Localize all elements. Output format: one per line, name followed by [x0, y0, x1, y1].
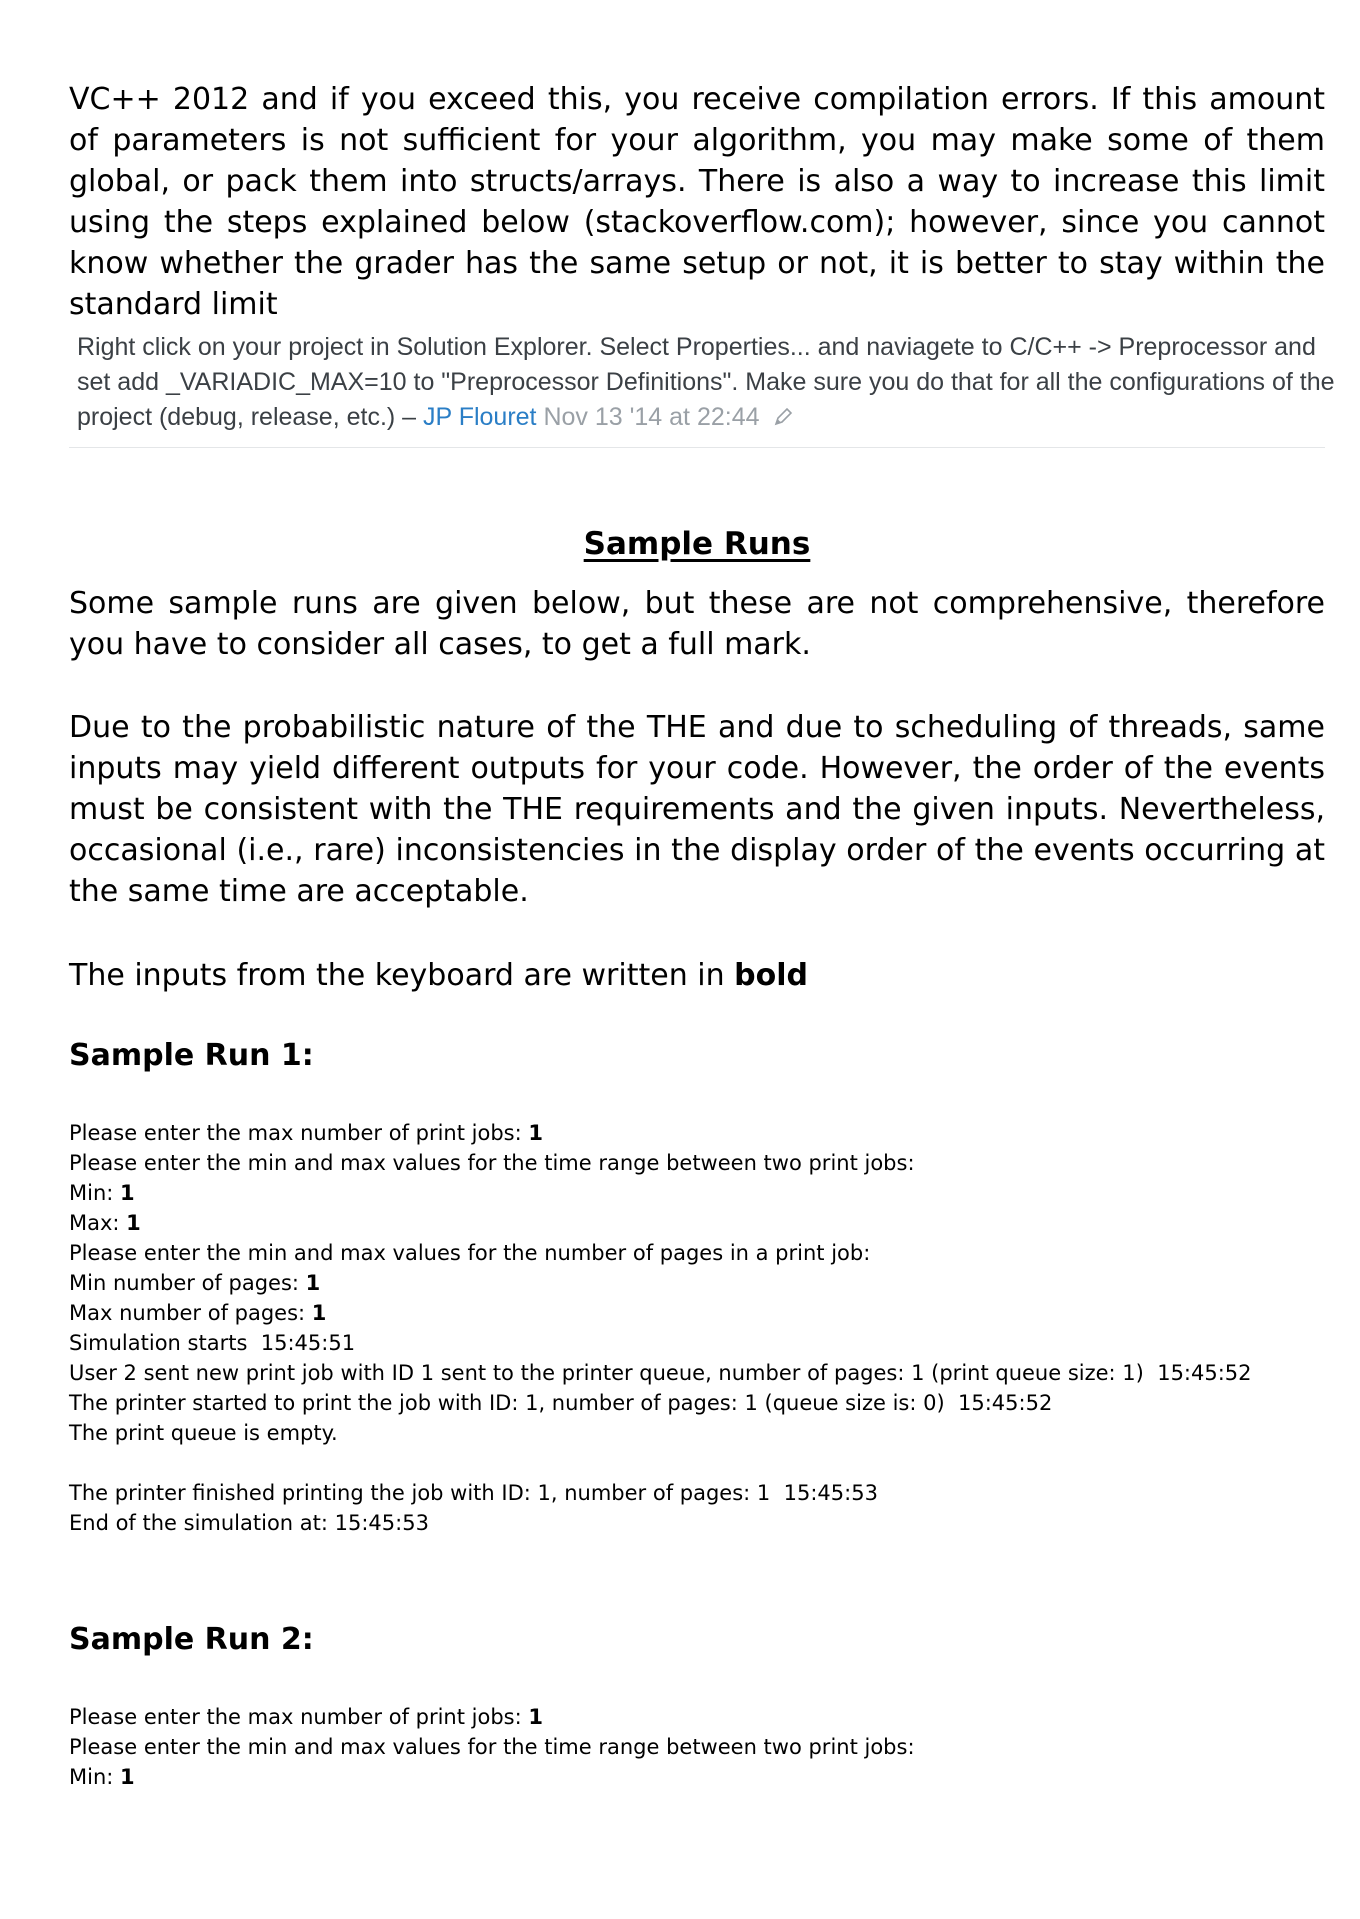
console-line	[69, 1208, 1349, 1238]
console-text: Please enter the min and max values for the number of pages in a print job:	[69, 1241, 871, 1265]
console-text: Min:	[69, 1765, 121, 1789]
console-text: The printer finished printing the job with ID: 1, number of pages: 1 15:45:53	[69, 1481, 878, 1505]
console-text: Simulation starts 15:45:51	[69, 1331, 356, 1355]
keyboard-input: 1	[528, 1705, 543, 1729]
console-line	[69, 1118, 1349, 1148]
console-text: Min:	[69, 1181, 121, 1205]
keyboard-input: 1	[311, 1301, 327, 1325]
console-text: The print queue is empty.	[69, 1421, 338, 1445]
console-line	[69, 1508, 1349, 1538]
pencil-icon[interactable]	[772, 403, 794, 425]
console-line	[69, 1418, 1349, 1448]
console-line	[69, 1298, 1349, 1328]
console-line	[69, 1328, 1349, 1358]
console-line	[69, 1702, 1349, 1732]
keyboard-input: 1	[120, 1181, 135, 1205]
console-text: Please enter the min and max values for the time range between two print jobs:	[69, 1151, 915, 1175]
intro-paragraph: VC++ 2012 and if you exceed this, you receive compilation errors. If this amount of parameters is not sufficient for your algorithm, you may make some of them global, or pack them into structs/arrays. There is also a way to increase this limit using the steps explained below (stackoverflow.com); however, since you cannot know whether the grader has the same setup or not, it is better to stay within the standard limit	[69, 82, 1325, 322]
keyboard-input: 1	[305, 1271, 321, 1295]
paragraph-probabilistic: Due to the probabilistic nature of the THE and due to scheduling of threads, same inputs may yield different outputs for your code. However, the order of the events must be consistent with the THE requirements and the given inputs. Nevertheless, occasional (i.e., rare) inconsistencies in the display order of the events occurring at the same time are acceptable.	[69, 710, 1325, 909]
console-line	[69, 1388, 1349, 1418]
section-title: Sample Runs	[583, 525, 811, 562]
console-line	[69, 1478, 1349, 1508]
keyboard-input: 1	[126, 1211, 141, 1235]
comment-author-link[interactable]: JP Flouret	[423, 403, 537, 431]
console-text: Max number of pages:	[69, 1301, 312, 1325]
console-line	[69, 1268, 1349, 1298]
console-line	[69, 1762, 1349, 1792]
comment-text: Right click on your project in Solution Explorer. Select Properties... and naviagete to C/C++ -> Preprocessor and set add _VARIADIC_MAX=10 to "Preprocessor Definitions". Make sure you do that for all the configurations of the project (debug, release, etc.) –	[77, 333, 1335, 431]
sample-run-1-output	[69, 1118, 1349, 1538]
divider	[69, 447, 1325, 448]
console-text: Min number of pages:	[69, 1271, 306, 1295]
console-line	[69, 1448, 1349, 1478]
sample-run-2-title: Sample Run 2:	[69, 1622, 314, 1657]
console-text: Please enter the max number of print jobs:	[69, 1121, 529, 1145]
console-text: End of the simulation at: 15:45:53	[69, 1511, 429, 1535]
stackoverflow-comment	[77, 330, 1347, 435]
keyboard-input: 1	[528, 1121, 543, 1145]
sample-run-2-output	[69, 1702, 1349, 1792]
console-line	[69, 1148, 1349, 1178]
console-text: Please enter the min and max values for the time range between two print jobs:	[69, 1735, 915, 1759]
paragraph-sample-runs: Some sample runs are given below, but these are not comprehensive, therefore you have to consider all cases, to get a full mark.	[69, 586, 1325, 662]
console-line	[69, 1732, 1349, 1762]
console-text: User 2 sent new print job with ID 1 sent to the printer queue, number of pages: 1 (print queue size: 1) 15:45:52	[69, 1361, 1252, 1385]
console-text: Please enter the max number of print jobs:	[69, 1705, 529, 1729]
keyboard-input: 1	[120, 1765, 135, 1789]
console-line	[69, 1178, 1349, 1208]
console-line	[69, 1358, 1349, 1388]
console-line	[69, 1238, 1349, 1268]
comment-date: Nov 13 '14 at 22:44	[543, 403, 760, 431]
console-text: The printer started to print the job with ID: 1, number of pages: 1 (queue size is: 0) 15:45:52	[69, 1391, 1053, 1415]
sample-run-1-title: Sample Run 1:	[69, 1038, 314, 1073]
console-text: Max:	[69, 1211, 127, 1235]
paragraph-inputs-bold: The inputs from the keyboard are written in bold	[69, 958, 808, 993]
